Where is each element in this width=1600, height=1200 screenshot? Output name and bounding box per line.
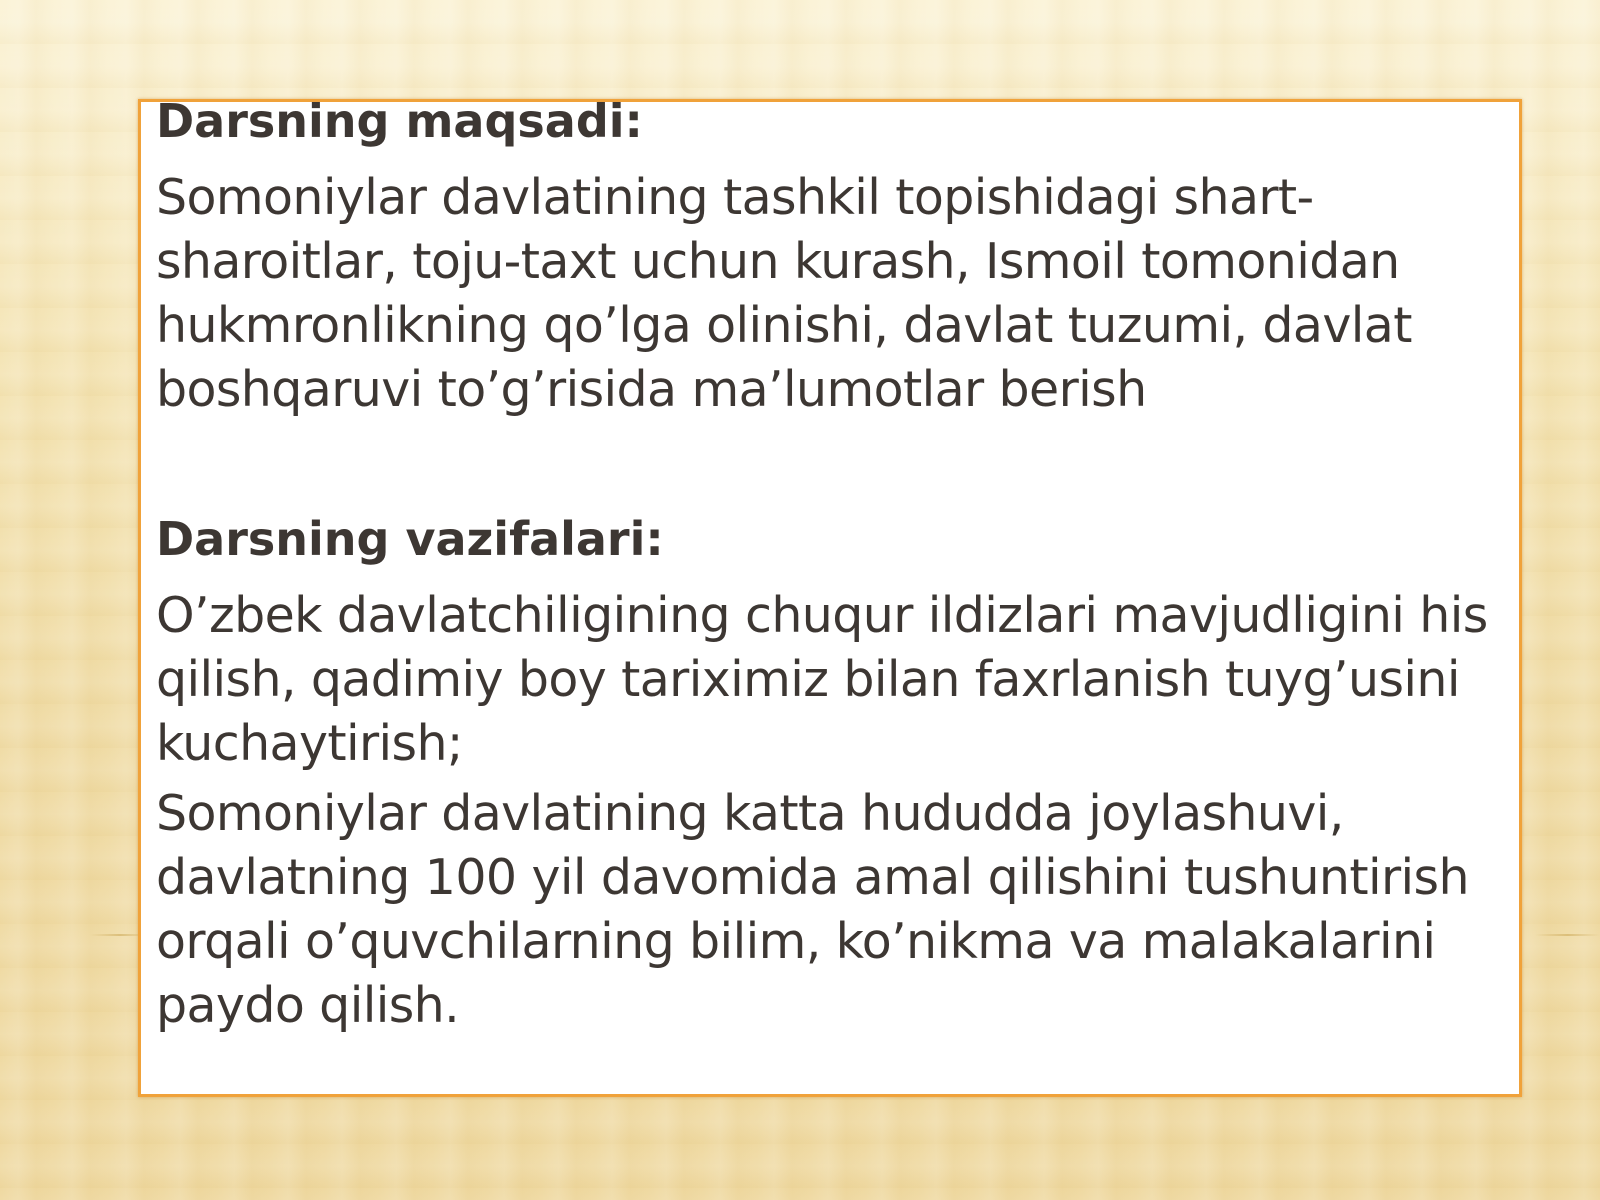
decorative-line-right (1535, 934, 1600, 936)
slide-content (156, 99, 1506, 1038)
task-item-2: Somoniylar davlatining katta hududda joylashuvi, davlatning 100 yil davomida amal qilishini tushuntirish orqali o’quvchilarning bilim, ko’nikma va malakalarini paydo qilish. (156, 785, 1469, 1034)
task-item-1: O’zbek davlatchiligining chuqur ildizlari mavjudligini his qilish, qadimiy boy tariximiz bilan faxrlanish tuyg’usini kuchaytirish; (156, 587, 1488, 772)
paragraph-spacer (156, 422, 1506, 508)
goal-text: Somoniylar davlatining tashkil topishidagi shart-sharoitlar, toju-taxt uchun kurash, Ismoil tomonidan hukmronlikning qo’lga olinishi, davlat tuzumi, davlat boshqaruvi to’g’risida ma’lumotlar berish (156, 169, 1412, 418)
tasks-heading: Darsning vazifalari: (156, 512, 664, 566)
goal-heading: Darsning maqsadi: (156, 99, 643, 148)
content-frame (138, 99, 1522, 1097)
